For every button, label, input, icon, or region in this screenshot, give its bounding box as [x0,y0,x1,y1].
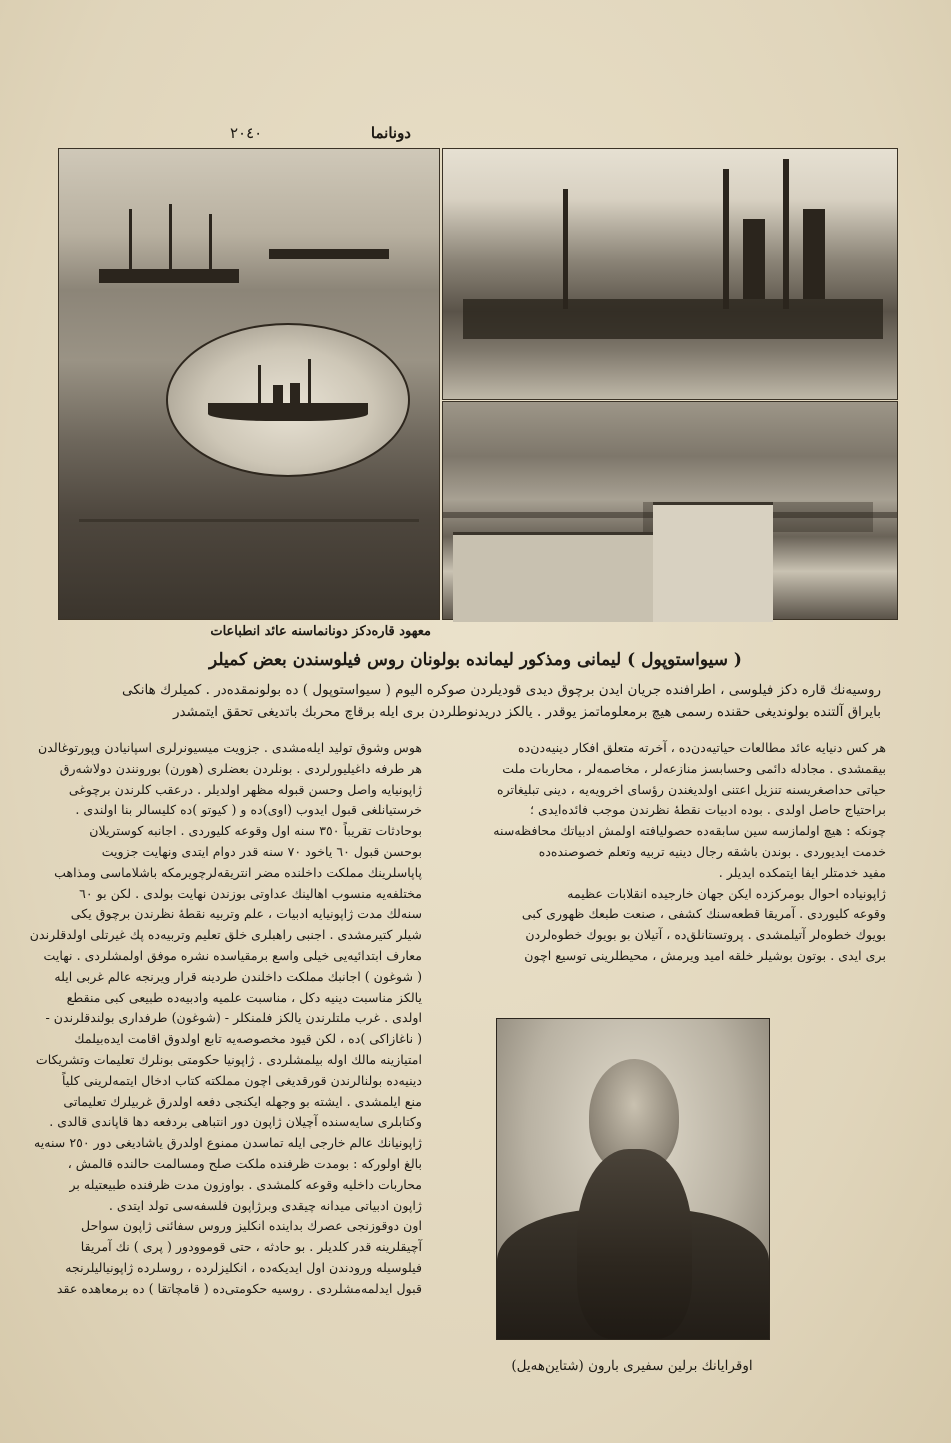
text-line: ( ناغازاكى )ده ، لكن قيود مخصوصه‌يه تابع اولدوق اقامت ايده‌بيلمك [74,1031,422,1047]
text-line: ژاپونيايه واصل وحسن قبوله مظهر اولديلر . درعقب كلرندن برچوغى [68,781,422,797]
text-line: شيلر كتيرمشدى . اجنبى راهبلرى خلق تعليم وتربيه‌ده پك غيرتلى اولدقلرندن [29,927,422,943]
page-header [70,124,881,146]
text-line: اون دوقوزنجى عصرك بداينده انكليز وروس سفائنى ژاپون سواحل [81,1218,422,1234]
text-line: حياتى حداصغريسنه تنزيل اعتنى اولديغندن رؤساى اخرويه‌يه ، دينى تبليغاتره [497,781,886,797]
text-line: فيلوسيله ورودندن اول ايديكه‌ده ، انكليزلرده ، روسلرده ژاپونياليلرنجه [65,1259,422,1275]
text-line: قبول ايدلمه‌مشلردى . روسيه حكومتى‌ده ( قامچاتقا ) ده برمعاهده عقد [56,1280,422,1296]
text-line: مفيد خدمتلر ايفا ايتمكده ايديلر . [718,864,886,880]
text-line: چونكه : هيچ اولمازسه سين سابقه‌ده حصوليافته اولمش ادبياتك محافظه‌سنه [493,823,886,839]
text-line: بويوك خطوه‌لر آتيلمشدى . پروتستانلق‌ده ، آتيلان بو بويوك خطوه‌لردن [525,927,886,943]
caption-small: معهود قاره‌دكز دونانماسنه عائد انطباعات [210,624,431,639]
portrait-photo [496,1018,770,1340]
text-line: مختلفه‌يه منسوب اهالينك عداوتى بوزندن نهايت بولدى . لكن بو ٦٠ [79,885,422,901]
warships-photo [442,148,898,400]
text-line: پاپاسلرينك مملكت داخلنده مضر انتريقه‌لرچويرمكه باشلاماسى ومذاهب [54,864,422,880]
text-line: منع ايلمشدى . ايشته بو وجهله ايكنجى دفعه اولدرق غربيلرك تعليماتى [63,1093,422,1109]
article-column-right [436,738,886,967]
battleship-inset-photo [166,323,410,477]
text-line: برى ايدى . بوتون بوشيلر خلقه اميد ويرمش ، محيطلرينى توسيع اچون [524,947,886,963]
text-line: وقوعه كليوردى . آمريقا قطعه‌سنك كشفى ، صنعت طبعك ظهورى كبى [521,906,886,922]
photo-collage [58,148,896,618]
text-line: ( شوغون ) اجانبك مملكت داخلندن طردينه قرار ويرنجه عالم غربى ايله [54,968,422,984]
text-line: يالكز مناسبت دينيه دكل ، مناسبت علميه وادبيه‌ده طبيعى كبى منقطع [66,989,422,1005]
text-line: هوس وشوق توليد ايله‌مشدى . جزويت ميسيونرلرى اسپانيادن وپورتوغالدن [38,740,422,755]
text-line: ژاپونياده احوال بومركزده ايكن جهان خارجيده انقلابات عظيمه [567,885,886,901]
text-line: بوحسن قبول ٦٠ ياخود ٧٠ سنه قدر دوام ايتدى ونهايت جزويت [101,843,422,859]
text-line: اولدى . غرب ملتلرندن يالكز فلمنكلر - (شوغون) طرفدارى بولندقلرندن - [45,1010,422,1026]
portrait-caption: اوقرايانك برلين سفيرى بارون (شتاين‌هه‌يل) [511,1358,753,1374]
portrait-beard [577,1149,692,1339]
text-line: بالغ اولوركه : بومدت ظرفنده ملكت صلح ومسالمت حالنده قالمش ، [67,1155,422,1171]
text-line: ژاپون ادبياتى ميدانه چيقدى وبرژاپون فلسفه‌سى تولد ايتدى . [108,1197,422,1213]
text-line: سنه‌لك مدت ژاپونيايه ادبيات ، علم وتربيه نقطهٔ نظرندن برچوق يكى [70,906,422,922]
text-line: هر طرفه داغيليورلردى . بونلردن بعضلرى (هورن) بورونندن دولاشه‌رق [59,760,422,776]
text-line: معارف ابتدائيه‌يى خيلى واسع برمقياسده نشره موفق اولمشلردى . نهايت [43,947,422,963]
harbor-town-photo [442,401,898,620]
text-line: امتيازينه مالك اوله بيلمشلردى . ژاپونيا حكومتى بونلرك تعليمات وتشريكات [35,1051,422,1067]
caption-line: روسيه‌نك قاره دكز فيلوسى ، اطرافنده جريان ايدن برچوق ديدى قوديلردن صوكره اليوم ( سيواستوپول ) ده بولونمقده‌در . كميلرك هانكى [121,682,881,698]
text-line: وكتابلرى سايه‌سنده آچيلان ژاپون دور انتباهى بردفعه دها قاپاندى قالدى . [49,1114,422,1130]
caption-line: بايراق آلتنده بولونديغى حقنده رسمى هيچ برمعلوماتمز يوقدر . يالكز دريدنوطلردن برى ايله برقاچ محربك باتديغى تحقق ايتمشدر [172,704,881,720]
caption-main: ( سيواستوپول ) ليمانى ومذكور ليمانده بولونان روس فيلوسندن بعض كميلر [209,650,742,670]
text-line: دينيه‌ده بولنالرندن قورقديغى اچون مملكته كتاب ادخال ايتمه‌لرينى كلياً [62,1072,422,1088]
text-line: آچيقلرينه قدر كلديلر . بو حادثه ، حتى قوموودور ( پرى ) نك آمريقا [80,1239,422,1255]
text-line: بوحادثات تقريباً ٣٥٠ سنه اول وقوعه كليوردى . اجانبه كوستريلان [89,823,422,839]
text-line: بيقمشدى . مجادله دائمى وحسابسز منازعه‌لر ، مخاصمه‌لر ، محاربات ملت [502,760,886,776]
article-column-left [29,738,422,1300]
page-number: ٢٠٤٠ [230,124,263,142]
text-line: هر كس دنيايه عائد مطالعات حياتيه‌دن‌ده ، آخرته متعلق افكار دينيه‌دن‌ده [518,740,886,755]
text-line: براحتياج حاصل اولدى . بوده ادبيات نقطهٔ نظرندن موجب فائده‌ايدى ؛ [530,802,886,818]
running-title: دونانما [370,124,411,142]
text-line: خدمت ايديوردى . بوندن باشقه رجال دينيه تربيه وتعلم خصوصنده‌ده [538,843,886,859]
text-line: ژاپونيانك عالم خارجى ايله تماسدن ممنوع اولدرق ياشاديغى دور ٢٥٠ سنه‌يه [34,1135,422,1151]
text-line: خرستيانلغى قبول ايدوب (اوى)ده و ( كيوتو )ده كليسالر بنا اولندى . [75,802,422,818]
text-line: محاربات داخليه وقوعه كلمشدى . بواوزون مدت ظرفنده طبيعتيله بر [69,1176,422,1192]
